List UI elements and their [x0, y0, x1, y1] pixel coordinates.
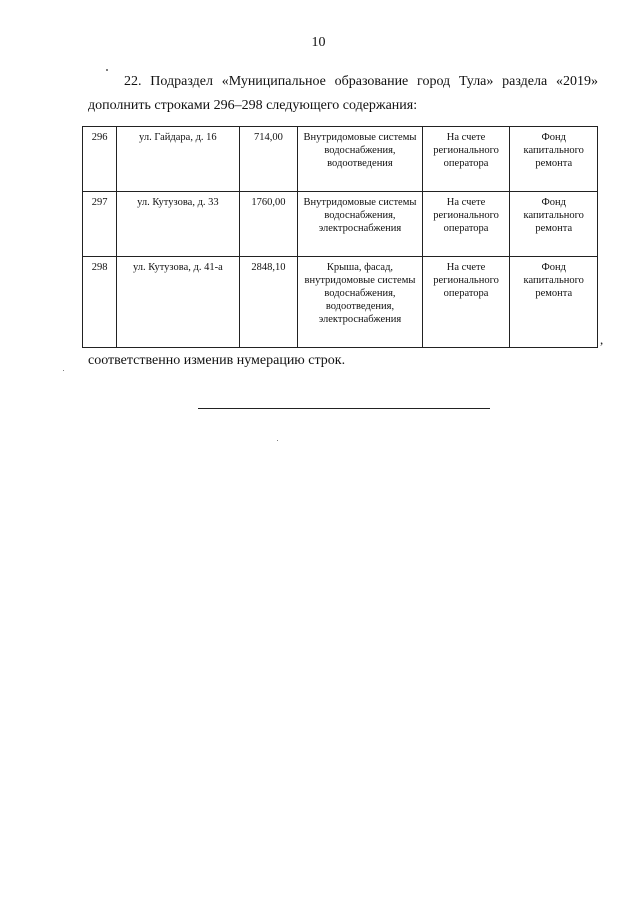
- amendment-table: [82, 126, 598, 348]
- closing-sentence: соответственно изменив нумерацию строк.: [88, 353, 346, 368]
- works-cell: Крыша, фасад, внутридомовые системы водоснабжения, водоотведения, электроснабжения: [298, 257, 422, 348]
- funding-source-cell: Фонд капитального ремонта: [510, 192, 598, 257]
- table-trailing-comma: ,: [600, 332, 604, 347]
- scan-speck: [63, 370, 64, 371]
- works-cell: Внутридомовые системы водоснабжения, электроснабжения: [298, 192, 422, 257]
- funding-source-cell: Фонд капитального ремонта: [510, 257, 598, 348]
- page-number: 10: [311, 35, 326, 50]
- table-row: [83, 257, 598, 348]
- row-number-cell: 298: [83, 257, 117, 348]
- account-method-cell: На счете регионального оператора: [422, 127, 510, 192]
- table-row: [83, 127, 598, 192]
- scan-speck: [106, 69, 108, 71]
- funding-source-cell: Фонд капитального ремонта: [510, 127, 598, 192]
- address-cell: ул. Кутузова, д. 41-а: [117, 257, 239, 348]
- cost-cell: 714,00: [239, 127, 298, 192]
- table-row: [83, 192, 598, 257]
- address-cell: ул. Кутузова, д. 33: [117, 192, 239, 257]
- works-cell: Внутридомовые системы водоснабжения, водоотведения: [298, 127, 422, 192]
- row-number-cell: 296: [83, 127, 117, 192]
- amendment-intro-paragraph: 22. Подраздел «Муниципальное образование город Тула» раздела «2019» дополнить строками 296–298 следующего содержания:: [88, 74, 598, 113]
- account-method-cell: На счете регионального оператора: [422, 257, 510, 348]
- account-method-cell: На счете регионального оператора: [422, 192, 510, 257]
- scan-speck: [277, 440, 278, 441]
- cost-cell: 2848,10: [239, 257, 298, 348]
- address-cell: ул. Гайдара, д. 16: [117, 127, 239, 192]
- cost-cell: 1760,00: [239, 192, 298, 257]
- end-of-text-rule: [198, 408, 490, 409]
- row-number-cell: 297: [83, 192, 117, 257]
